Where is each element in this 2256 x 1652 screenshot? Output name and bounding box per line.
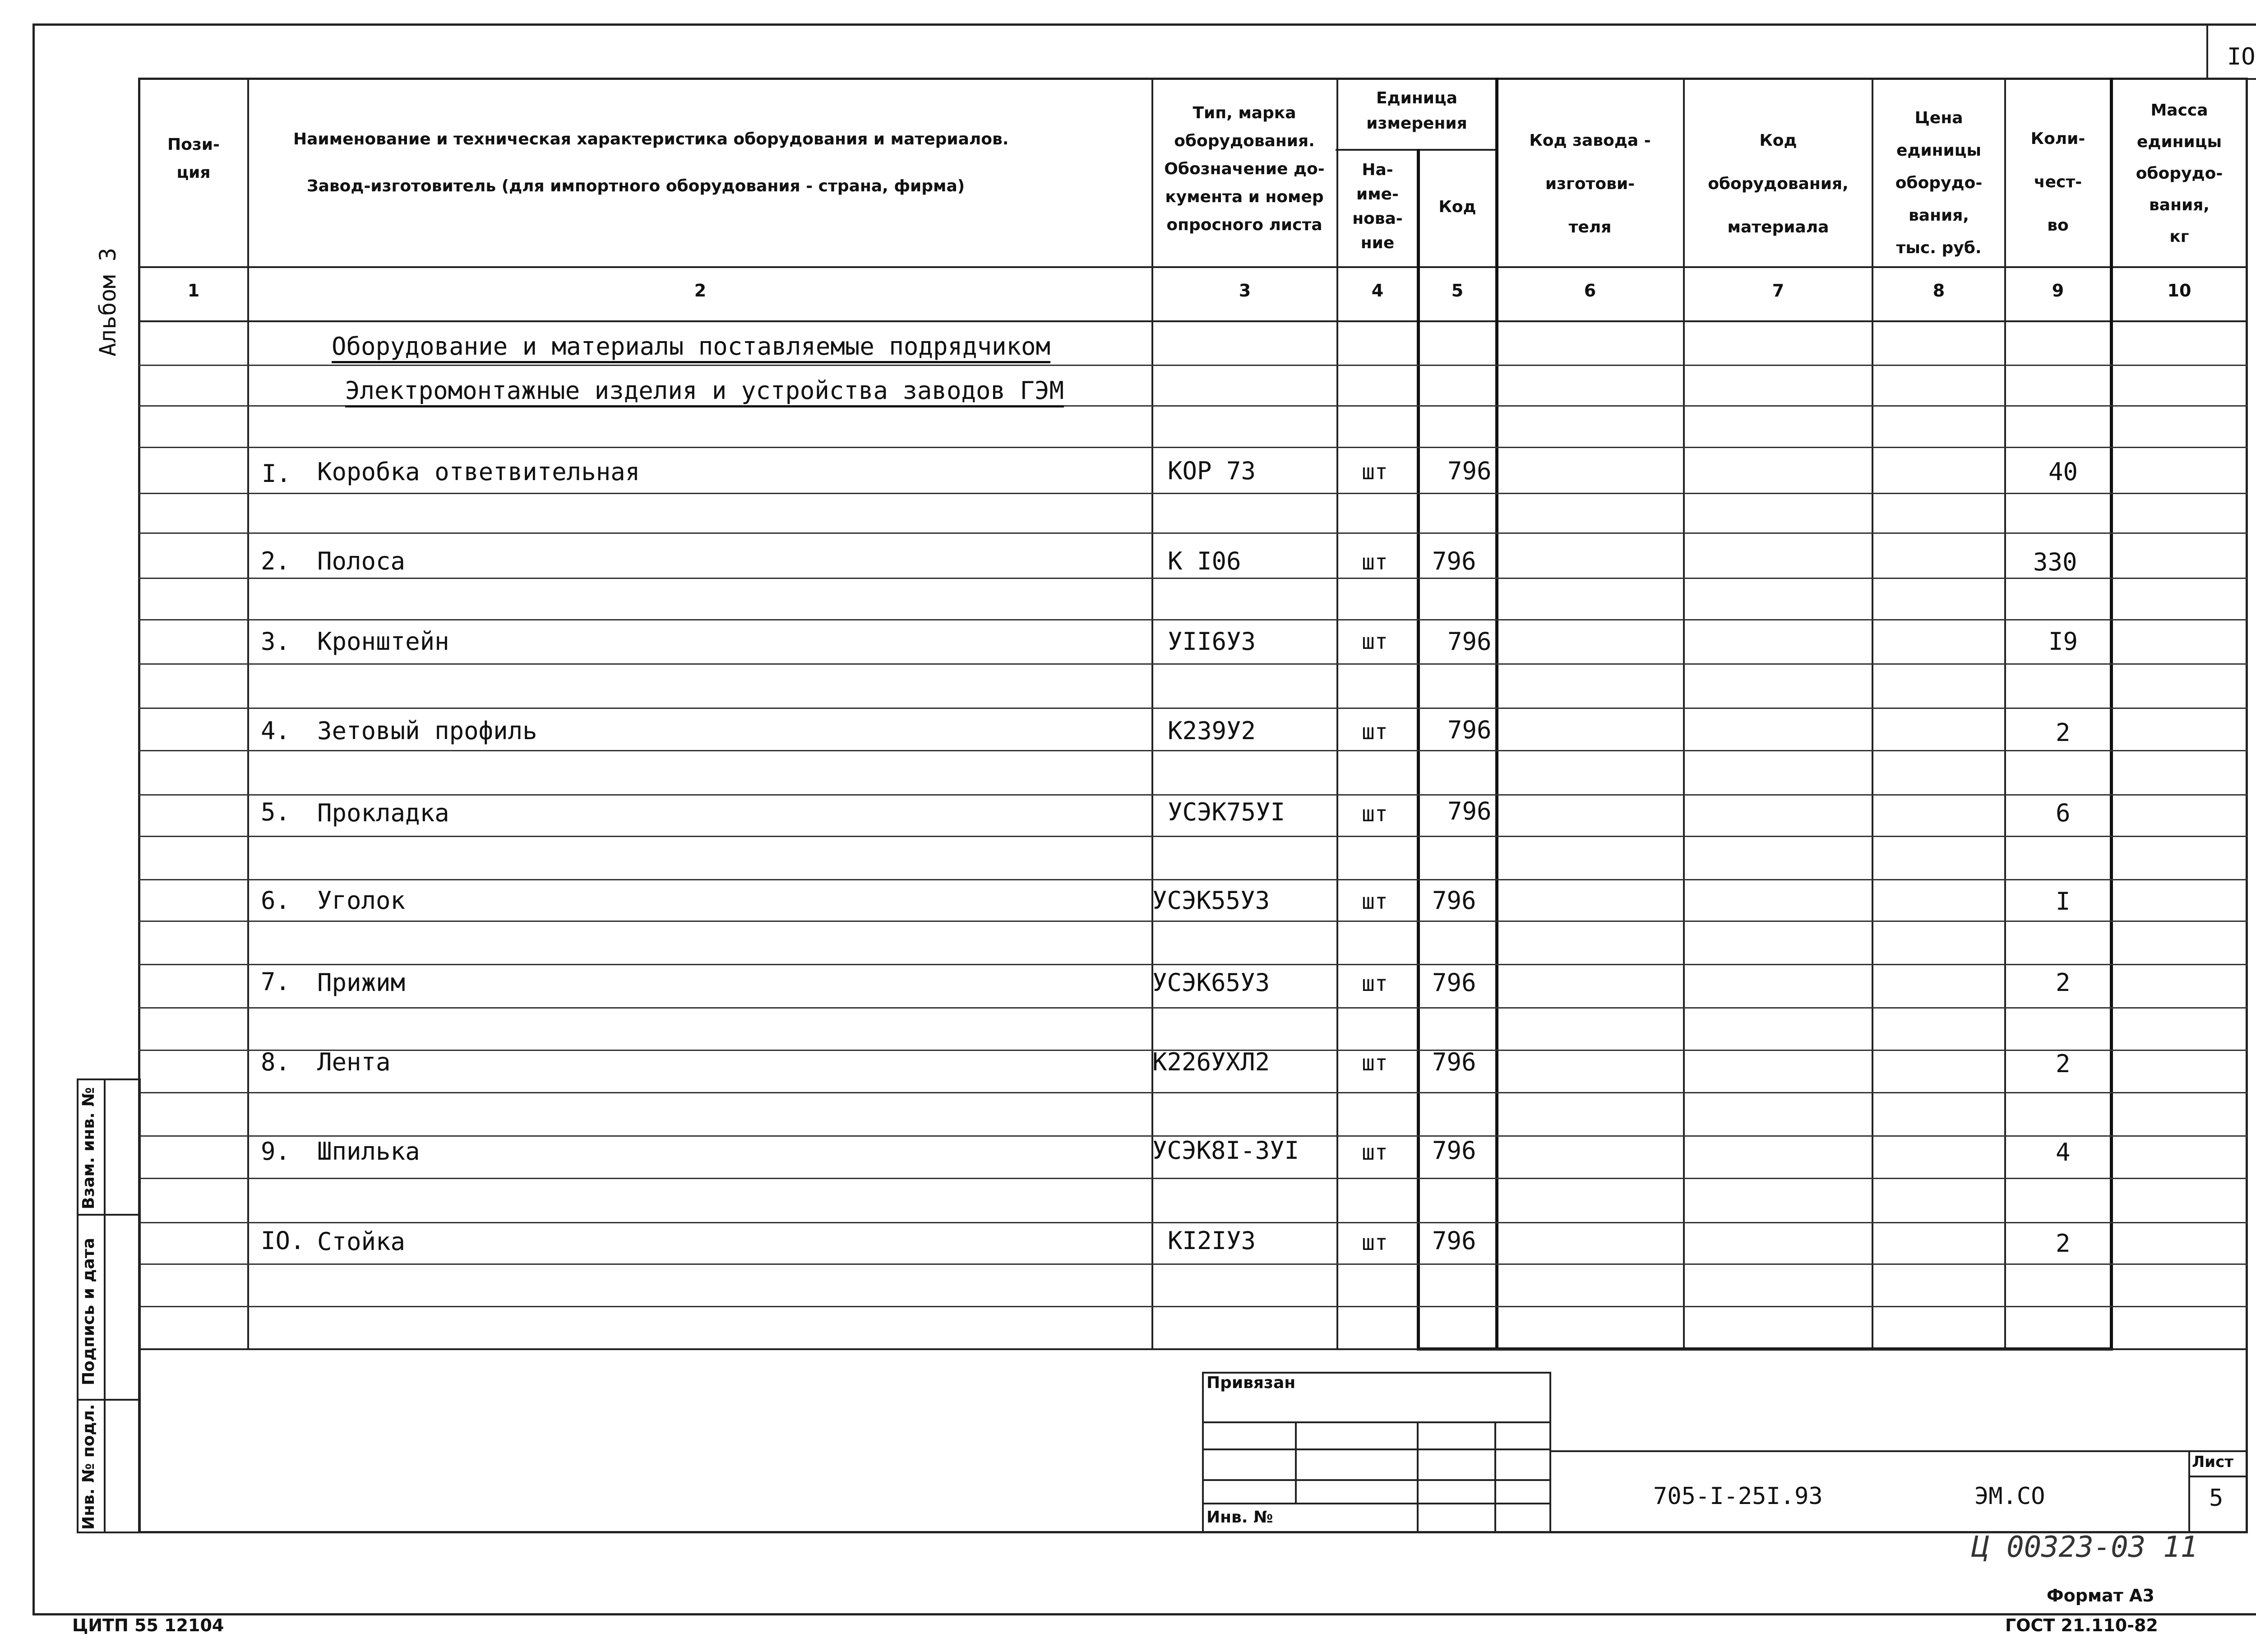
item-number: IO. bbox=[261, 1226, 305, 1255]
row-line bbox=[138, 619, 2248, 620]
privyazan-line bbox=[1202, 1448, 1551, 1450]
sheet-label: Лист bbox=[2192, 1453, 2233, 1471]
title-block-top bbox=[1551, 1450, 2248, 1452]
header-price: Цена единицы оборудо- вания, тыс. руб. bbox=[1895, 109, 1983, 257]
item-type: УСЭК55У3 bbox=[1152, 886, 1270, 915]
col-line-8 bbox=[2004, 78, 2006, 1349]
item-name: Полоса bbox=[317, 547, 406, 575]
row-line bbox=[138, 879, 2248, 880]
privyazan-label: Привязан bbox=[1207, 1374, 1296, 1392]
column-number: 10 bbox=[2167, 281, 2191, 301]
header-factory-code: Код завода - изготови- теля bbox=[1529, 131, 1651, 236]
header-equipment-code: Код оборудования, материала bbox=[1708, 131, 1849, 236]
item-name: Зетовый профиль bbox=[317, 717, 537, 745]
item-unit: шт bbox=[1362, 801, 1388, 827]
side-stamp-vzam: Взам. инв. № bbox=[79, 1087, 98, 1209]
item-type: К I06 bbox=[1168, 547, 1241, 575]
item-code: 796 bbox=[1432, 1048, 1476, 1076]
col-line-4 bbox=[1417, 149, 1420, 1349]
item-number: 2. bbox=[261, 547, 291, 575]
handwritten-note: Ц 00323-03 11 bbox=[1972, 1531, 2198, 1564]
inv-no-label: Инв. № bbox=[1207, 1508, 1273, 1527]
item-type: КI2IУ3 bbox=[1168, 1226, 1256, 1255]
unit-group-split bbox=[1336, 149, 1495, 151]
doc-code: 705-I-25I.93 bbox=[1653, 1483, 1823, 1510]
item-qty: 2 bbox=[2056, 1229, 2071, 1258]
table-body-bottom bbox=[138, 1348, 2248, 1350]
row-line bbox=[138, 1178, 2248, 1179]
privyazan-col bbox=[1417, 1421, 1419, 1533]
item-type: УСЭК65У3 bbox=[1152, 968, 1270, 997]
row-line bbox=[138, 578, 2248, 579]
row-line bbox=[138, 1092, 2248, 1093]
item-number: 6. bbox=[261, 886, 291, 915]
side-stamp-inner-line bbox=[104, 1078, 106, 1533]
sheet-number-top: IO bbox=[2227, 43, 2256, 70]
column-number: 2 bbox=[694, 281, 707, 301]
sheet-value: 5 bbox=[2209, 1485, 2224, 1512]
sheet-box-split bbox=[2188, 1476, 2248, 1477]
column-number: 7 bbox=[1772, 281, 1784, 301]
col-line-7 bbox=[1872, 78, 1873, 1349]
item-number: 7. bbox=[261, 967, 291, 996]
section-heading: Оборудование и материалы поставляемые подрядчиком bbox=[332, 332, 1051, 361]
privyazan-col bbox=[1295, 1421, 1297, 1503]
item-qty: I9 bbox=[2048, 627, 2078, 656]
item-type: К226УХЛ2 bbox=[1152, 1048, 1270, 1076]
item-qty: 6 bbox=[2056, 799, 2071, 827]
item-unit: шт bbox=[1362, 889, 1388, 914]
item-code: 796 bbox=[1432, 1226, 1476, 1255]
privyazan-line bbox=[1202, 1503, 1551, 1504]
item-qty: 40 bbox=[2048, 458, 2078, 486]
item-qty: 330 bbox=[2033, 548, 2077, 576]
header-name-line2: Завод-изготовитель (для импортного оборудования - страна, фирма) bbox=[307, 177, 965, 195]
item-number: I. bbox=[262, 459, 291, 488]
album-label: Альбом 3 bbox=[95, 248, 121, 356]
item-qty: 4 bbox=[2056, 1138, 2071, 1166]
row-line bbox=[138, 1306, 2248, 1307]
sheet-box-left bbox=[2188, 1450, 2190, 1533]
column-number: 9 bbox=[2052, 281, 2064, 301]
item-name: Лента bbox=[317, 1048, 391, 1076]
side-stamp-podpis: Подпись и дата bbox=[79, 1238, 98, 1385]
item-unit: шт bbox=[1362, 719, 1388, 745]
citp-label: ЦИТП 55 12104 bbox=[72, 1615, 224, 1635]
item-code: 796 bbox=[1447, 457, 1492, 485]
row-line bbox=[138, 1007, 2248, 1009]
item-type: К239У2 bbox=[1168, 717, 1256, 745]
row-line bbox=[138, 1263, 2248, 1265]
col-line-3 bbox=[1336, 78, 1338, 1349]
row-line bbox=[138, 663, 2248, 665]
side-stamp-inv-podl: Инв. № подл. bbox=[79, 1404, 98, 1530]
item-code: 796 bbox=[1447, 627, 1492, 656]
header-name-line1: Наименование и техническая характеристика оборудования и материалов. bbox=[293, 130, 1009, 148]
item-unit: шт bbox=[1362, 1230, 1388, 1255]
row-line bbox=[138, 921, 2248, 922]
item-unit: шт bbox=[1362, 1050, 1388, 1076]
header-quantity: Коли- чест- во bbox=[2030, 130, 2085, 235]
item-qty: 2 bbox=[2056, 718, 2071, 747]
col-line-9 bbox=[2110, 78, 2113, 1349]
item-type: УII6У3 bbox=[1168, 627, 1256, 656]
row-line bbox=[138, 964, 2248, 965]
section-heading: Электромонтажные изделия и устройства заводов ГЭМ bbox=[345, 376, 1064, 405]
row-line bbox=[138, 447, 2248, 448]
row-line bbox=[138, 708, 2248, 709]
column-number: 1 bbox=[187, 281, 200, 301]
header-unit-name: На- име- нова- ние bbox=[1352, 161, 1403, 252]
item-unit: шт bbox=[1362, 971, 1388, 996]
header-bottom-line bbox=[138, 266, 2248, 268]
item-name: Шпилька bbox=[317, 1137, 420, 1166]
item-qty: I bbox=[2056, 887, 2071, 916]
header-position: Пози- ция bbox=[167, 135, 220, 182]
format-label: Формат А3 bbox=[2047, 1586, 2154, 1606]
item-number: 9. bbox=[261, 1137, 291, 1166]
row-line bbox=[138, 532, 2248, 534]
item-code: 796 bbox=[1447, 797, 1492, 825]
header-unit-code: Код bbox=[1438, 198, 1476, 216]
side-stamp-divider bbox=[77, 1214, 141, 1216]
column-number: 8 bbox=[1932, 281, 1945, 301]
col-line-5 bbox=[1495, 78, 1498, 1349]
item-code: 796 bbox=[1432, 1136, 1476, 1165]
col-line-1 bbox=[247, 78, 249, 1349]
row-line bbox=[138, 836, 2248, 837]
column-number: 3 bbox=[1239, 281, 1251, 301]
item-name: Уголок bbox=[317, 886, 406, 915]
item-qty: 2 bbox=[2056, 1050, 2071, 1078]
header-type: Тип, марка оборудования. Обозначение до- кумента и номер опросного листа bbox=[1164, 104, 1325, 234]
doc-mark: ЭМ.СО bbox=[1974, 1483, 2045, 1510]
row-line bbox=[138, 365, 2248, 366]
row-line bbox=[138, 405, 2248, 407]
row-line bbox=[138, 1222, 2248, 1223]
item-name: Стойка bbox=[317, 1227, 406, 1256]
item-unit: шт bbox=[1362, 550, 1388, 575]
item-type: КОР 73 bbox=[1168, 457, 1256, 485]
privyazan-line bbox=[1202, 1421, 1551, 1423]
side-stamp-divider bbox=[77, 1399, 141, 1401]
header-mass: Масса единицы оборудо- вания, кг bbox=[2136, 101, 2223, 246]
item-number: 8. bbox=[261, 1048, 291, 1076]
row-line bbox=[138, 794, 2248, 796]
header-unit-group: Единица измерения bbox=[1366, 89, 1467, 133]
item-type: УСЭК8I-3УI bbox=[1152, 1136, 1299, 1165]
privyazan-col bbox=[1494, 1421, 1496, 1533]
item-code: 796 bbox=[1432, 886, 1476, 915]
privyazan-line bbox=[1202, 1479, 1551, 1481]
item-name: Прокладка bbox=[317, 799, 449, 827]
item-code: 796 bbox=[1432, 547, 1476, 575]
column-number: 4 bbox=[1371, 281, 1384, 301]
item-number: 5. bbox=[261, 798, 291, 826]
item-type: УСЭК75УI bbox=[1168, 798, 1285, 826]
row-line bbox=[138, 750, 2248, 751]
column-number: 5 bbox=[1451, 281, 1464, 301]
item-number: 3. bbox=[261, 627, 291, 656]
item-name: Прижим bbox=[317, 968, 406, 997]
gost-label: ГОСТ 21.110-82 bbox=[2005, 1615, 2158, 1635]
item-number: 4. bbox=[261, 717, 291, 745]
item-code: 796 bbox=[1432, 968, 1476, 997]
colnum-bottom-line bbox=[138, 320, 2248, 322]
item-code: 796 bbox=[1447, 716, 1492, 744]
row-line bbox=[138, 493, 2248, 494]
item-name: Коробка ответвительная bbox=[317, 458, 640, 486]
column-number: 6 bbox=[1584, 281, 1596, 301]
item-qty: 2 bbox=[2056, 968, 2071, 997]
item-unit: шт bbox=[1362, 459, 1388, 485]
item-name: Кронштейн bbox=[317, 627, 449, 656]
col-line-6 bbox=[1683, 78, 1685, 1349]
item-unit: шт bbox=[1362, 1140, 1388, 1165]
item-unit: шт bbox=[1362, 629, 1388, 654]
